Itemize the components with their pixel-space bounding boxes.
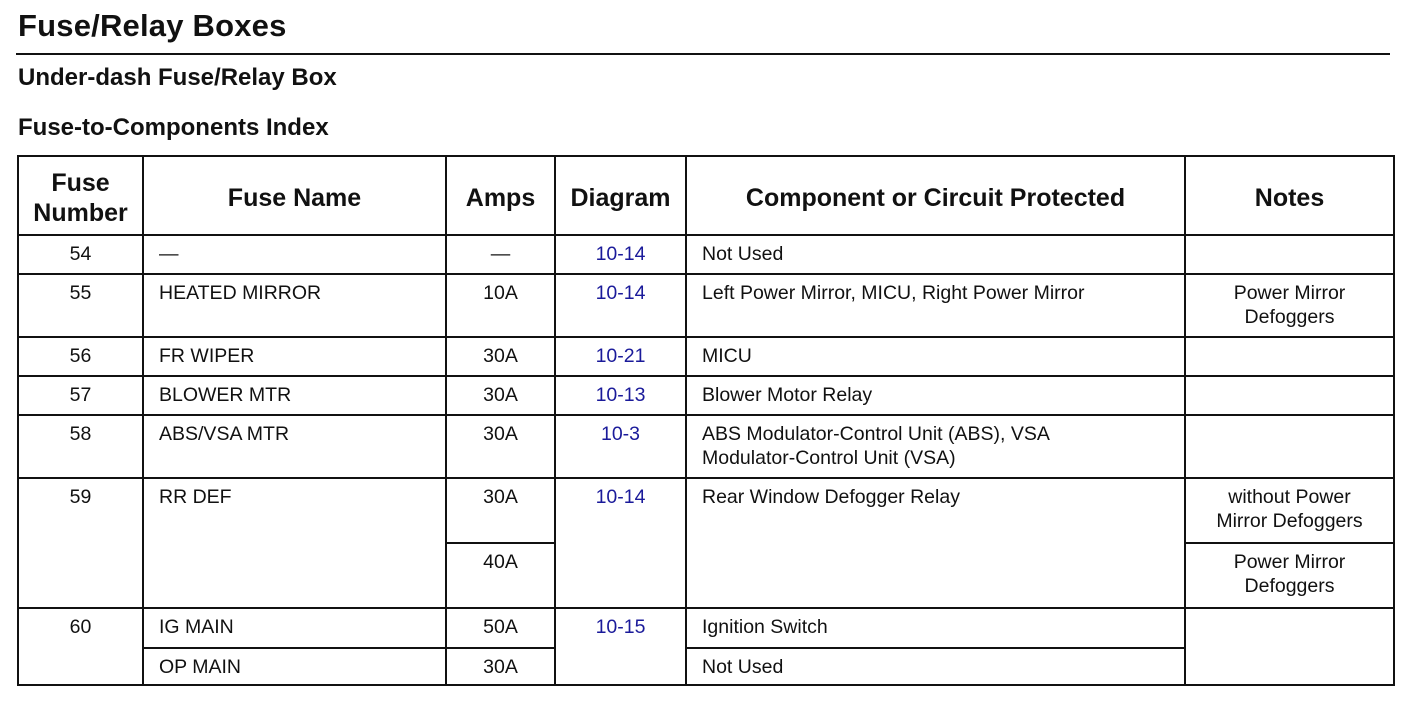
fuse-amps-alt: 40A — [446, 543, 555, 608]
fuse-notes-alt: Power Mirror Defoggers — [1185, 543, 1394, 608]
table-row — [18, 376, 1394, 415]
table-row — [18, 478, 1394, 543]
component-protected: ABS Modulator-Control Unit (ABS), VSA Modulator-Control Unit (VSA) — [686, 415, 1185, 478]
fuse-amps: 30A — [446, 376, 555, 415]
header-fuse-number: Fuse Number — [18, 156, 143, 235]
diagram-link[interactable]: 10-21 — [555, 337, 686, 376]
component-protected: Rear Window Defogger Relay — [686, 478, 1185, 608]
header-fuse-name: Fuse Name — [143, 156, 446, 235]
fuse-amps: — — [446, 235, 555, 274]
fuse-amps: 10A — [446, 274, 555, 337]
component-protected: Not Used — [686, 235, 1185, 274]
table-row — [18, 415, 1394, 478]
fuse-number: 57 — [18, 376, 143, 415]
component-protected-sub: Not Used — [686, 648, 1185, 685]
fuse-name: HEATED MIRROR — [143, 274, 446, 337]
table-header-row — [18, 156, 1394, 235]
fuse-name: BLOWER MTR — [143, 376, 446, 415]
fuse-number: 60 — [18, 608, 143, 685]
diagram-link[interactable]: 10-14 — [555, 478, 686, 608]
diagram-link[interactable]: 10-15 — [555, 608, 686, 685]
fuse-amps: 30A — [446, 478, 555, 543]
fuse-number: 58 — [18, 415, 143, 478]
fuse-name: IG MAIN — [143, 608, 446, 648]
fuse-name: — — [143, 235, 446, 274]
table-row — [18, 274, 1394, 337]
page-title: Fuse/Relay Boxes — [18, 8, 287, 43]
component-protected: Blower Motor Relay — [686, 376, 1185, 415]
table-row — [18, 235, 1394, 274]
fuse-name: FR WIPER — [143, 337, 446, 376]
diagram-link[interactable]: 10-14 — [555, 235, 686, 274]
fuse-index-table — [17, 155, 1395, 686]
title-divider — [16, 53, 1390, 55]
fuse-amps-sub: 30A — [446, 648, 555, 685]
fuse-notes — [1185, 608, 1394, 685]
table-row — [18, 608, 1394, 648]
fuse-notes — [1185, 235, 1394, 274]
diagram-link[interactable]: 10-13 — [555, 376, 686, 415]
fuse-name: ABS/VSA MTR — [143, 415, 446, 478]
component-protected: MICU — [686, 337, 1185, 376]
fuse-number: 54 — [18, 235, 143, 274]
fuse-notes — [1185, 415, 1394, 478]
fuse-name: RR DEF — [143, 478, 446, 608]
header-notes: Notes — [1185, 156, 1394, 235]
component-protected: Ignition Switch — [686, 608, 1185, 648]
fuse-number: 59 — [18, 478, 143, 608]
fuse-number: 55 — [18, 274, 143, 337]
fuse-amps: 50A — [446, 608, 555, 648]
component-protected: Left Power Mirror, MICU, Right Power Mirror — [686, 274, 1185, 337]
diagram-link[interactable]: 10-14 — [555, 274, 686, 337]
fuse-notes — [1185, 376, 1394, 415]
fuse-notes: without Power Mirror Defoggers — [1185, 478, 1394, 543]
table-row — [18, 337, 1394, 376]
index-heading: Fuse-to-Components Index — [18, 114, 329, 141]
header-component: Component or Circuit Protected — [686, 156, 1185, 235]
header-amps: Amps — [446, 156, 555, 235]
section-heading: Under-dash Fuse/Relay Box — [18, 64, 337, 91]
diagram-link[interactable]: 10-3 — [555, 415, 686, 478]
fuse-amps: 30A — [446, 415, 555, 478]
fuse-amps: 30A — [446, 337, 555, 376]
fuse-name-sub: OP MAIN — [143, 648, 446, 685]
header-diagram: Diagram — [555, 156, 686, 235]
fuse-notes — [1185, 337, 1394, 376]
fuse-notes: Power Mirror Defoggers — [1185, 274, 1394, 337]
fuse-number: 56 — [18, 337, 143, 376]
